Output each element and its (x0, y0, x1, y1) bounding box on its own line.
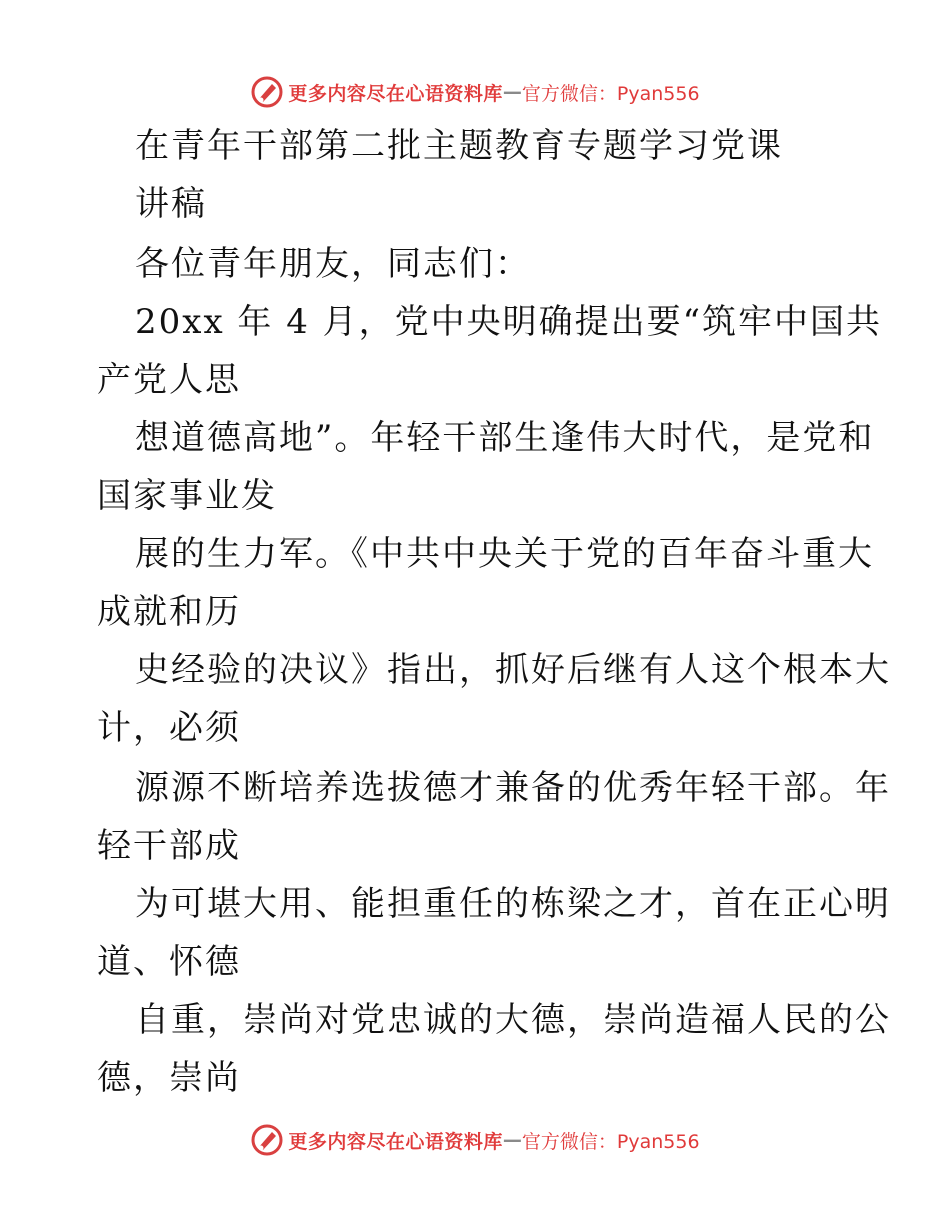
watermark-contact: 官方微信：Pyan556 (521, 82, 700, 105)
paragraph-line: 展的生力军。《中共中央关于党的百年奋斗重大 (135, 534, 874, 574)
title-line-1: 在青年干部第二批主题教育专题学习党课 (135, 126, 783, 166)
paragraph-line: 源源不断培养选拔德才兼备的优秀年轻干部。年 (135, 768, 891, 808)
pen-logo-icon (250, 75, 284, 109)
title-line-2: 讲稿 (135, 184, 207, 224)
paragraph-line: 产党人思 (97, 360, 241, 400)
paragraph-line: 计，必须 (97, 708, 241, 748)
watermark-header (0, 72, 950, 112)
paragraph-line: 轻干部成 (97, 826, 241, 866)
watermark-contact: 官方微信：Pyan556 (521, 1130, 700, 1153)
salutation: 各位青年朋友，同志们： (135, 244, 531, 284)
paragraph-line: 自重，崇尚对党忠诚的大德，崇尚造福人民的公 (135, 1000, 891, 1040)
paragraph-line: 20xx 年 4 月，党中央明确提出要“筑牢中国共 (135, 302, 883, 342)
watermark-title: 更多内容尽在心语资料库 (288, 82, 503, 105)
paragraph-line: 德，崇尚 (97, 1058, 241, 1098)
paragraph-line: 想道德高地”。年轻干部生逢伟大时代，是党和 (135, 418, 875, 458)
paragraph-line: 史经验的决议》指出，抓好后继有人这个根本大 (135, 650, 891, 690)
pen-logo-icon (250, 1123, 284, 1157)
paragraph-line: 为可堪大用、能担重任的栋梁之才，首在正心明 (135, 884, 891, 924)
paragraph-line: 道、怀德 (97, 942, 241, 982)
watermark-separator: — (502, 1129, 522, 1151)
watermark-title: 更多内容尽在心语资料库 (288, 1130, 503, 1153)
watermark-footer (0, 1120, 950, 1160)
watermark-separator: — (502, 81, 522, 103)
paragraph-line: 成就和历 (97, 592, 241, 632)
paragraph-line: 国家事业发 (97, 476, 277, 516)
